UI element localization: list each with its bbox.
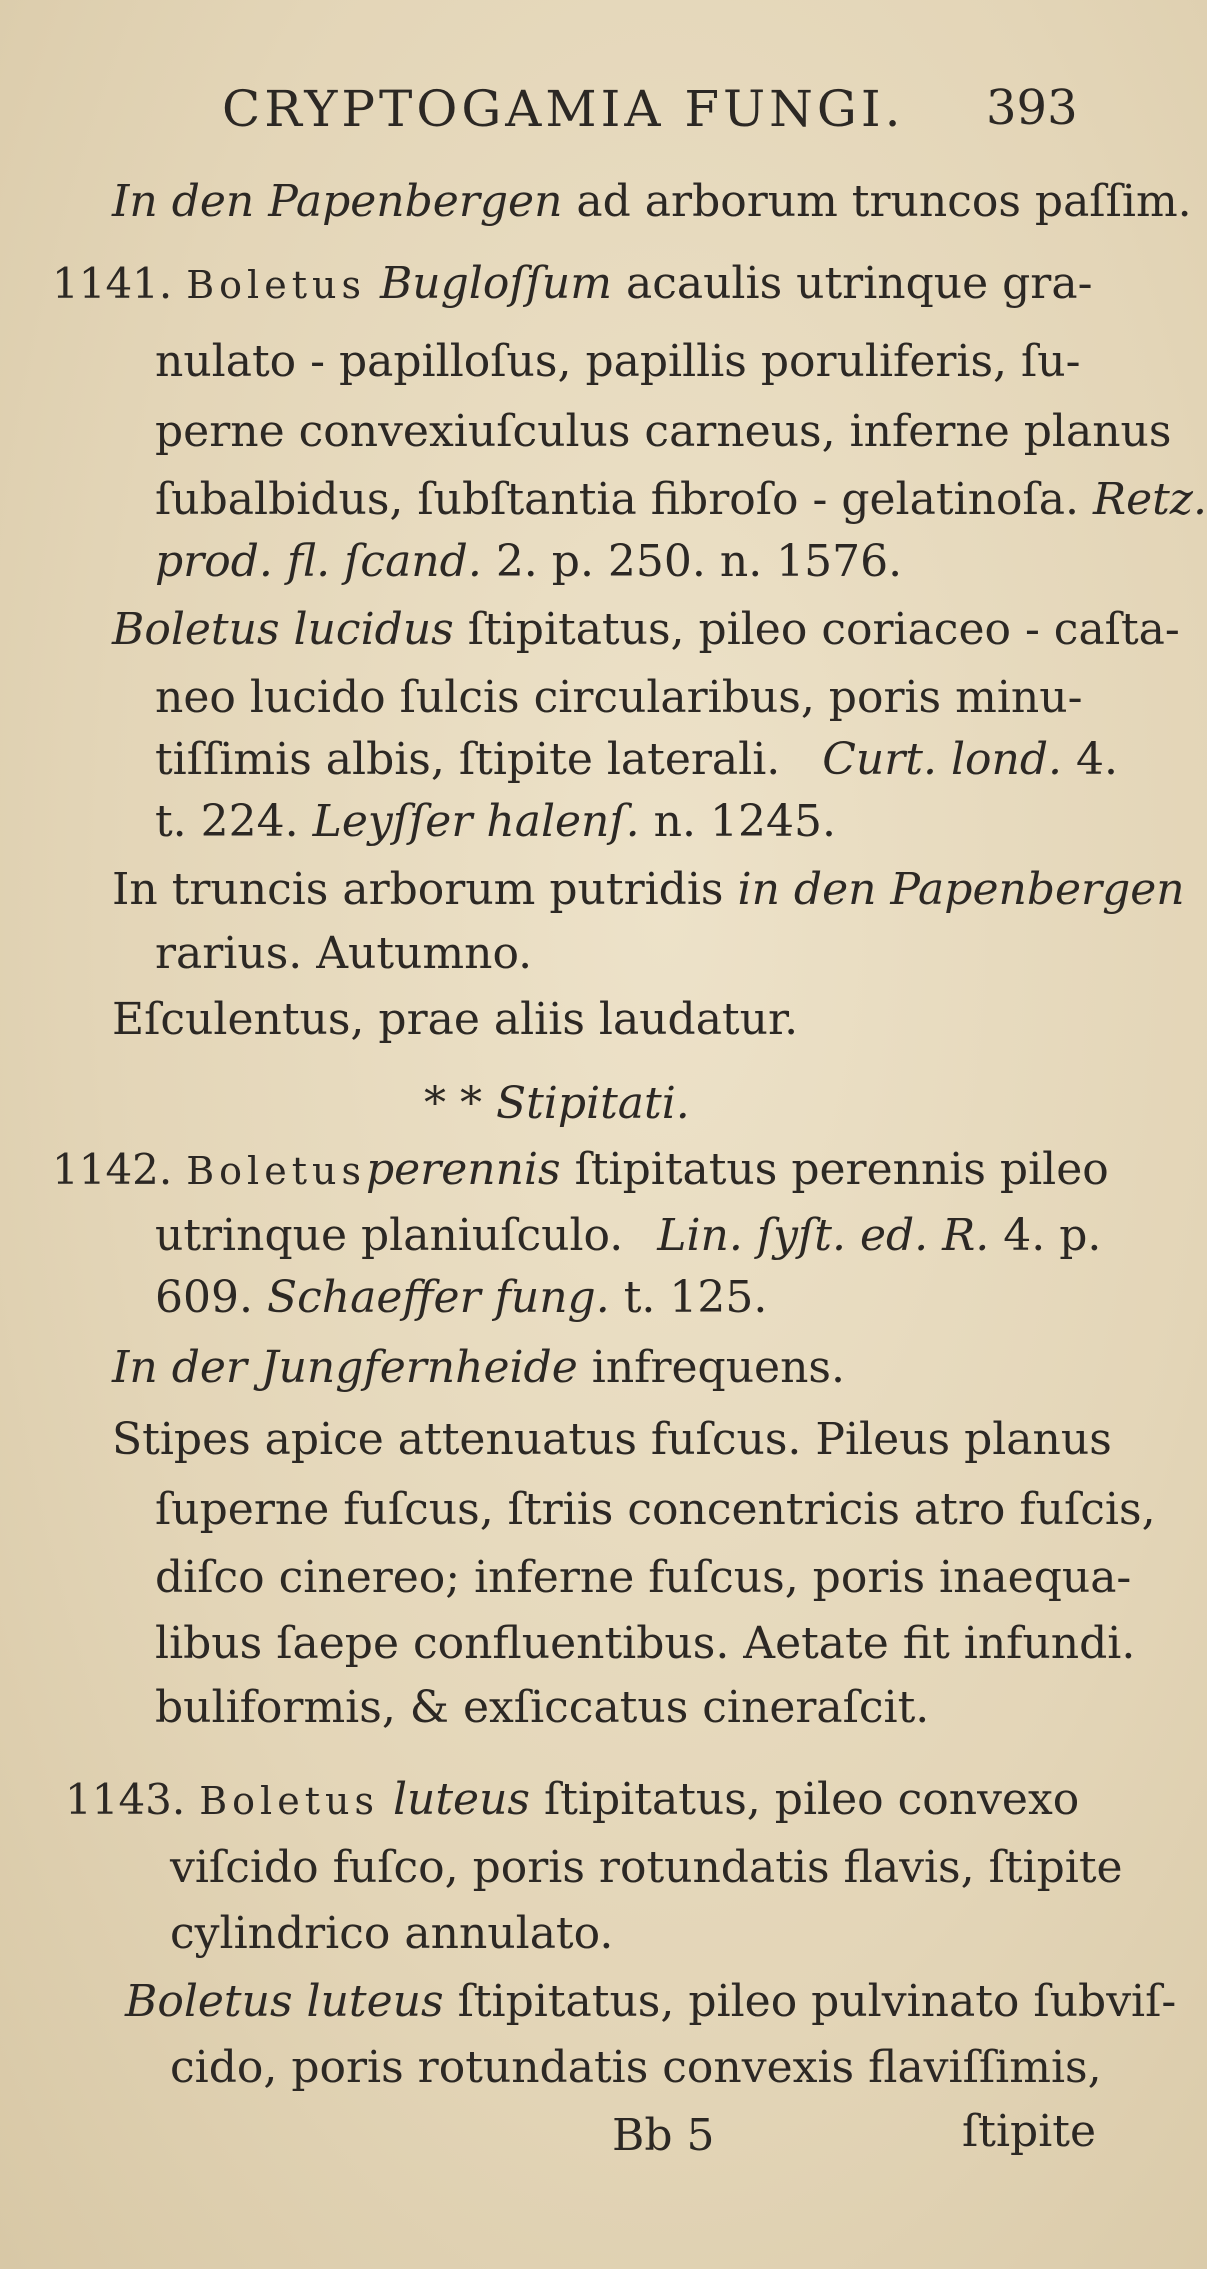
citation: Schaeffer fung. [266, 1272, 610, 1323]
citation: Retz. [1092, 474, 1207, 525]
text-line: In der Jungfernheide infrequens. [112, 1342, 845, 1393]
text-line: t. 224. Leyſſer halenſ. n. 1245. [155, 796, 836, 847]
text-line: tiſſimis albis, ſtipite laterali. Curt. lond. 4. [155, 734, 1118, 785]
text-line: 609. Schaeffer fung. t. 125. [155, 1272, 768, 1323]
text-line: ſubalbidus, ſubſtantia fibroſo - gelatinoſa. Retz. [155, 474, 1207, 525]
citation: Curt. lond. [822, 734, 1063, 785]
running-head: CRYPTOGAMIA FUNGI. [222, 80, 905, 138]
text-line: ſuperne fuſcus, ſtriis concentricis atro fuſcis, [155, 1484, 1156, 1535]
signature-mark: Bb 5 [612, 2110, 715, 2161]
synonym-line: Boletus lucidus ſtipitatus, pileo coriaceo - caſta- [112, 604, 1180, 655]
citation: Leyſſer halenſ. [312, 796, 640, 847]
text-line: utrinque planiuſculo. Lin. ſyſt. ed. R. 4. p. [155, 1210, 1102, 1261]
text-line: nulato - papilloſus, papillis poruliferis, ſu- [155, 336, 1081, 387]
section-heading: * * Stipitati. [424, 1078, 690, 1129]
species: perennis [365, 1144, 561, 1195]
synonym-name: Boletus lucidus [112, 604, 454, 655]
entry-number: 1141. [52, 259, 173, 308]
species: luteus [392, 1774, 531, 1825]
text-line: neo lucido ſulcis circularibus, poris minu- [155, 672, 1083, 723]
text-line: diſco cinereo; inferne fuſcus, poris inaequa- [155, 1552, 1132, 1603]
synonym-line: Boletus luteus ſtipitatus, pileo pulvinato ſubviſ- [125, 1976, 1177, 2027]
text-line: rarius. Autumno. [155, 928, 533, 979]
entry-1142-heading: 1142. Boletusperennis ſtipitatus perennis pileo [52, 1144, 1109, 1195]
text-line: cylindrico annulato. [170, 1908, 614, 1959]
locality: In der Jungfernheide [112, 1342, 578, 1393]
genus: Boletus [186, 263, 366, 307]
text-line: buliformis, & exſiccatus cineraſcit. [155, 1682, 930, 1733]
citation: Lin. ſyſt. ed. R. [657, 1210, 990, 1261]
page-number: 393 [986, 80, 1078, 136]
text-line: viſcido fuſco, poris rotundatis flavis, ſtipite [170, 1842, 1123, 1893]
text-line: In den Papenbergen ad arborum truncos paſſim. [112, 176, 1192, 227]
locality: In den Papenbergen [112, 176, 563, 227]
citation: prod. fl. ſcand. [155, 536, 482, 587]
entry-1143-heading: 1143. Boletus luteus ſtipitatus, pileo convexo [65, 1774, 1080, 1825]
text-line: perne convexiuſculus carneus, inferne planus [155, 406, 1172, 457]
genus: Boletus [186, 1149, 366, 1193]
text-line: libus ſaepe confluentibus. Aetate fit infundi. [155, 1618, 1136, 1669]
text-line: Eſculentus, prae aliis laudatur. [112, 994, 799, 1045]
entry-number: 1142. [52, 1145, 173, 1194]
entry-1141-heading: 1141. Boletus Bugloſſum acaulis utrinque gra- [52, 258, 1093, 309]
entry-number: 1143. [65, 1775, 186, 1824]
text-line: prod. fl. ſcand. 2. p. 250. n. 1576. [155, 536, 903, 587]
catchword: ſtipite [962, 2106, 1096, 2157]
species: Bugloſſum [379, 258, 612, 309]
synonym-name: Boletus luteus [125, 1976, 444, 2027]
text-line: Stipes apice attenuatus fuſcus. Pileus planus [112, 1414, 1112, 1465]
locality: in den Papenbergen [737, 864, 1185, 915]
text-line: cido, poris rotundatis convexis flaviſſimis, [170, 2042, 1102, 2093]
genus: Boletus [199, 1779, 379, 1823]
text-line: In truncis arborum putridis in den Papenbergen [112, 864, 1185, 915]
